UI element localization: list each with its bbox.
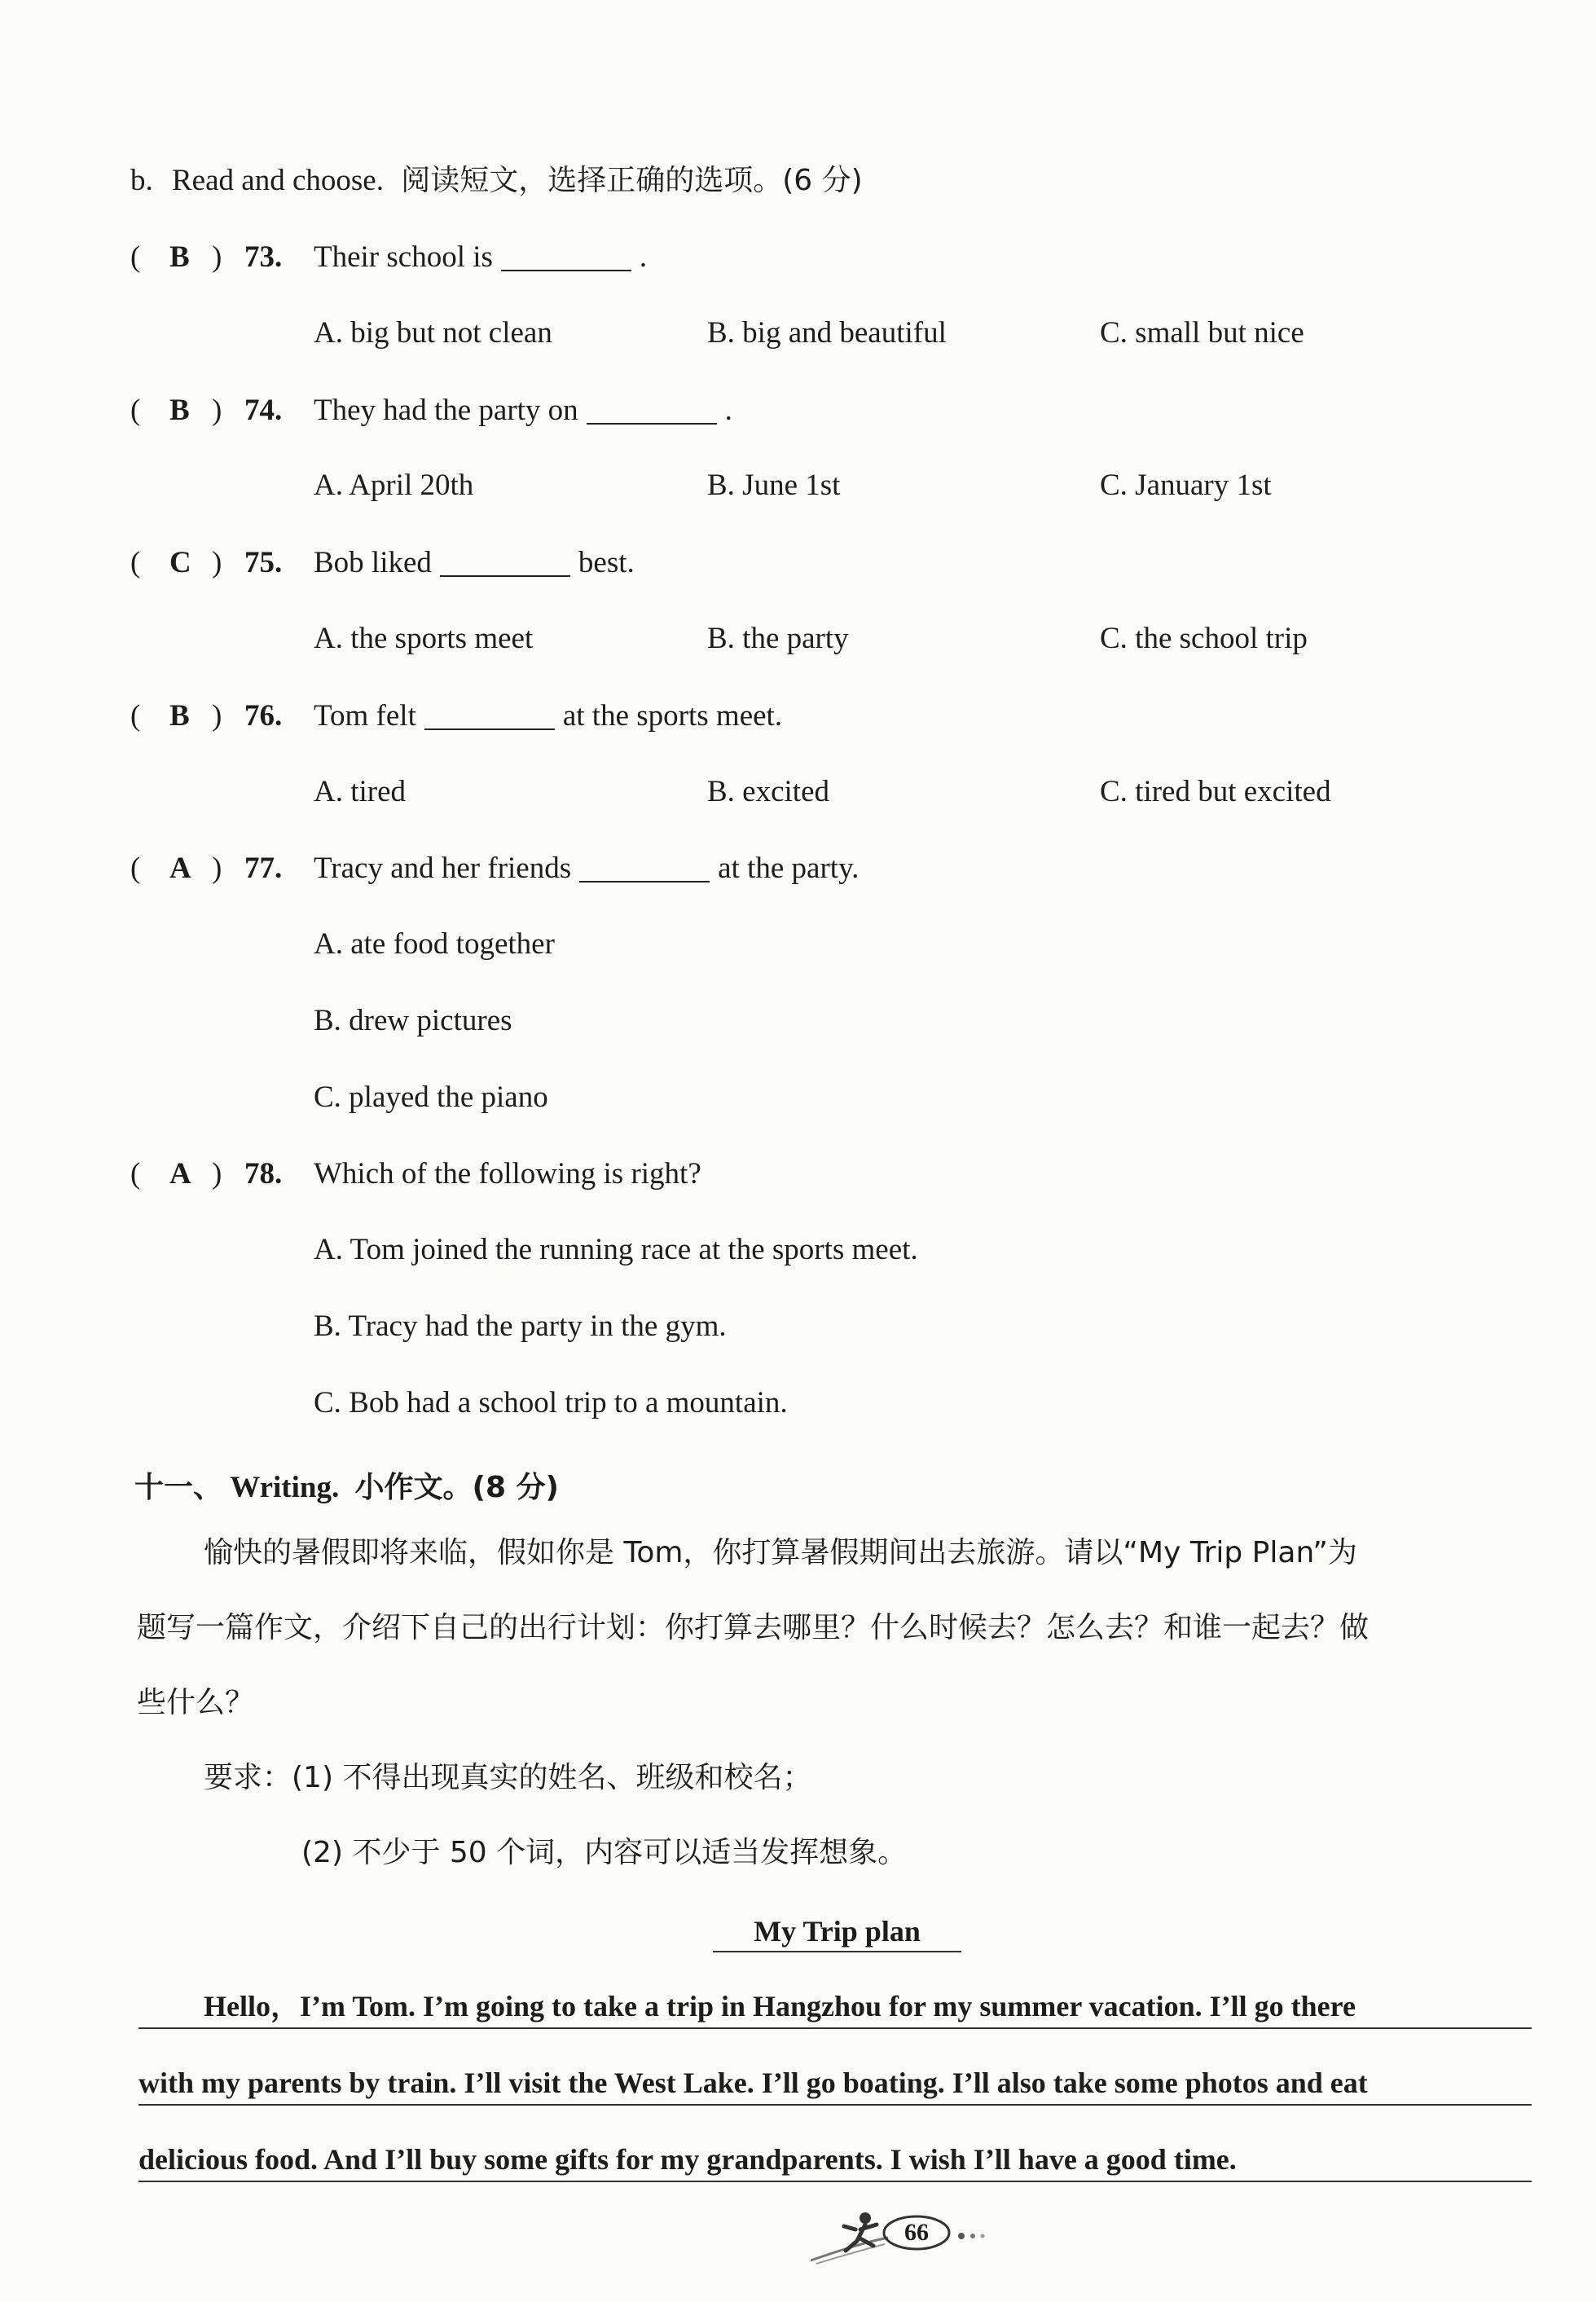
essay-title: My Trip plan: [713, 1912, 961, 1952]
option-a: A. tired: [314, 775, 407, 808]
question-stem: [314, 238, 647, 277]
answer-paren-open: (: [130, 546, 141, 579]
question-number: 75.: [244, 546, 283, 579]
stem-text-after: best.: [578, 546, 635, 579]
option-c: C. tired but excited: [1100, 775, 1331, 808]
option-a: A. the sports meet: [314, 622, 534, 655]
option-c: C. Bob had a school trip to a mountain.: [314, 1386, 788, 1419]
writing-heading-cn: 小作文。(8 分): [354, 1471, 559, 1504]
option-b: B. big and beautiful: [707, 316, 947, 350]
answer-paren-open: (: [130, 699, 141, 733]
writing-heading-en: Writing.: [230, 1471, 340, 1504]
stem-text-after: at the party.: [718, 852, 860, 885]
essay-line-2: with my parents by train. I’ll visit the West Lake. I’ll go boating. I’ll also take some photos and eat: [138, 2067, 1368, 2099]
question-stem: [314, 697, 782, 736]
option-a: A. ate food together: [314, 927, 555, 961]
stem-text-before: Tom felt: [314, 699, 416, 733]
stem-text-before: Which of the following is right?: [314, 1157, 701, 1191]
section-b-header: [130, 161, 863, 200]
answer-blank: [587, 394, 717, 425]
answer-letter: B: [169, 240, 190, 274]
page-footer: [807, 2210, 1018, 2267]
answer-paren-close: ): [212, 240, 222, 274]
option-a: A. Tom joined the running race at the sports meet.: [314, 1233, 918, 1266]
answer-blank: [579, 852, 710, 883]
option-c: C. small but nice: [1100, 316, 1304, 350]
answer-paren-close: ): [212, 852, 222, 885]
stem-text-before: Tracy and her friends: [314, 852, 572, 885]
writing-heading: [134, 1468, 559, 1508]
option-c: C. played the piano: [314, 1081, 548, 1114]
answer-letter: C: [169, 546, 191, 579]
answer-letter: A: [169, 1157, 191, 1191]
stem-text-before: Bob liked: [314, 546, 432, 579]
question-number: 74.: [244, 394, 283, 427]
option-a: A. big but not clean: [314, 316, 552, 350]
option-b: B. Tracy had the party in the gym.: [314, 1309, 727, 1343]
essay-rule-3: [138, 2181, 1532, 2182]
section-b-title: Read and choose.: [172, 164, 384, 197]
section-b-title-cn: 阅读短文，选择正确的选项。(6 分): [401, 164, 863, 197]
writing-requirement-2: (2) 不少于 50 个词，内容可以适当发挥想象。: [301, 1836, 908, 1869]
answer-paren-open: (: [130, 852, 141, 885]
answer-letter: B: [169, 394, 190, 427]
option-b: B. drew pictures: [314, 1004, 512, 1037]
stem-text-before: They had the party on: [314, 394, 578, 427]
stem-text-after: .: [639, 240, 648, 274]
essay-line-1: Hello，I’m Tom. I’m going to take a trip in Hangzhou for my summer vacation. I’ll go there: [204, 1990, 1356, 2023]
answer-blank: [501, 240, 631, 271]
writing-heading-num: 十一、: [134, 1471, 223, 1504]
question-stem: [314, 391, 732, 430]
answer-paren-close: ): [212, 1157, 222, 1191]
question-stem: [314, 849, 859, 888]
essay-line-3: delicious food. And I’ll buy some gifts for my grandparents. I wish I’ll have a good time.: [138, 2143, 1237, 2176]
writing-requirement-1: 要求：(1) 不得出现真实的姓名、班级和校名；: [204, 1761, 812, 1794]
option-c: C. January 1st: [1100, 469, 1272, 502]
stem-text-before: Their school is: [314, 240, 493, 274]
writing-prompt-line-3: 些什么？: [137, 1686, 255, 1719]
answer-paren-open: (: [130, 240, 141, 274]
writing-prompt-line-2: 题写一篇作文，介绍下自己的出行计划：你打算去哪里？什么时候去？怎么去？和谁一起去？做: [137, 1611, 1370, 1644]
writing-prompt-line-1: 愉快的暑假即将来临，假如你是 Tom，你打算暑假期间出去旅游。请以“My Trip Plan”为: [204, 1536, 1357, 1569]
question-number: 78.: [244, 1157, 283, 1191]
option-c: C. the school trip: [1100, 622, 1308, 655]
option-b: B. excited: [707, 775, 830, 808]
question-number: 73.: [244, 240, 283, 274]
stem-text-after: .: [724, 394, 732, 427]
section-b-label: b.: [130, 164, 153, 197]
option-a: A. April 20th: [314, 469, 474, 502]
answer-letter: B: [169, 699, 190, 733]
question-stem: [314, 544, 635, 583]
essay-rule-2: [138, 2104, 1532, 2106]
answer-paren-close: ): [212, 394, 222, 427]
stem-text-after: at the sports meet.: [562, 699, 783, 733]
answer-paren-open: (: [130, 394, 141, 427]
answer-paren-open: (: [130, 1157, 141, 1191]
answer-blank: [440, 546, 570, 577]
page-number: 66: [904, 2219, 929, 2246]
question-number: 77.: [244, 852, 283, 885]
answer-letter: A: [169, 852, 191, 885]
question-stem: [314, 1155, 701, 1194]
question-number: 76.: [244, 699, 283, 733]
answer-blank: [424, 699, 555, 730]
essay-rule-1: [138, 2027, 1532, 2029]
option-b: B. the party: [707, 622, 849, 655]
option-b: B. June 1st: [707, 469, 841, 502]
answer-paren-close: ): [212, 699, 222, 733]
answer-paren-close: ): [212, 546, 222, 579]
